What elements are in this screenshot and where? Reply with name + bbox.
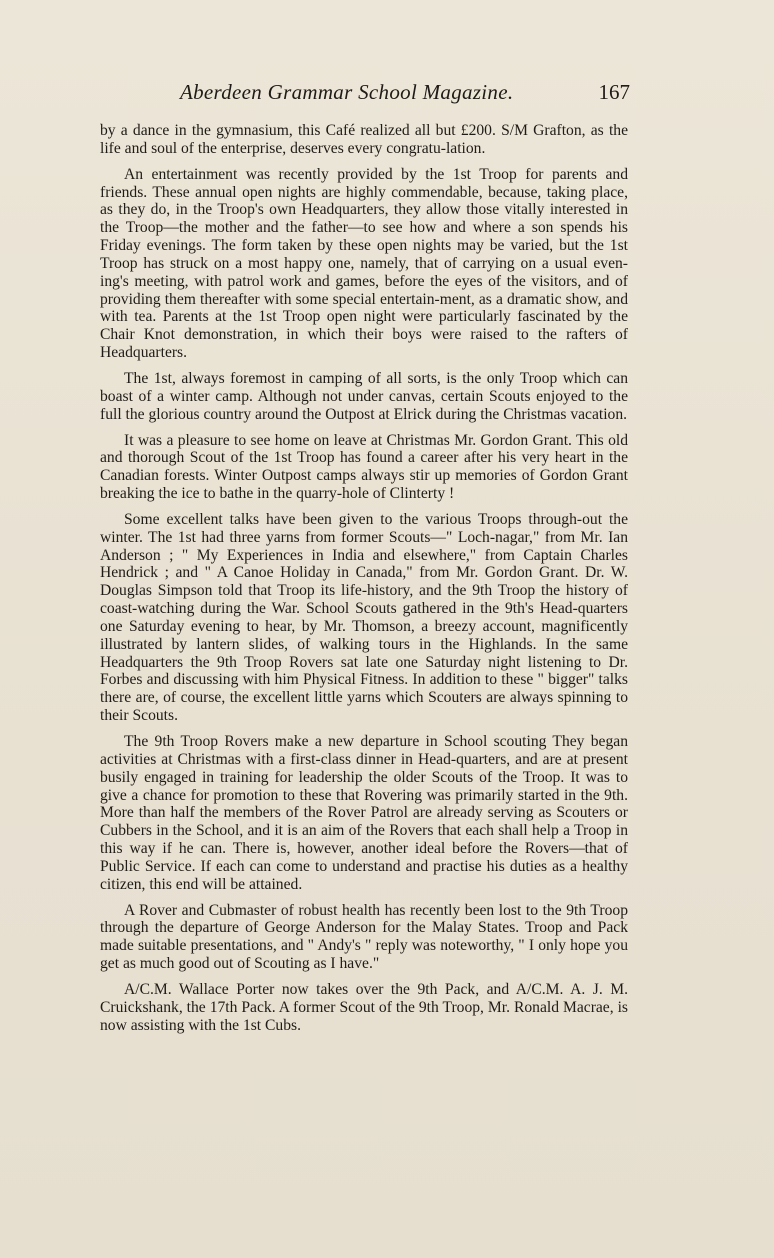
paragraph-talks: Some excellent talks have been given to the various Troops through-out the winter. The 1st had three yarns from former Scouts—" Loch-nagar," from Mr. Ian Anderson ; " My Experiences in India and elsewhere," from Captain Charles Hendrick ; and " A Canoe Holiday in Canada," from Mr. Gordon Grant. Dr. W. Douglas Simpson told that Troop its life-history, and the 9th Troop the history of coast-watching during the War. School Scouts gathered in the 9th's Head-quarters one Saturday evening to hear, by Mr. Thomson, a breezy account, magnificently illustrated by lantern slides, of walking tours in the Highlands. In the same Headquarters the 9th Troop Rovers sat late one Saturday night listening to Dr. Forbes and discussing with him Physical Fitness. In addition to these " bigger" talks there are, of course, the excellent little yarns which Scouters are always spinning to their Scouts. [100, 510, 628, 725]
paragraph-entertainment: An entertainment was recently provided by the 1st Troop for parents and friends. These annual open nights are highly commendable, because, taking place, as they do, in the Troop's own Headquarters, they allow those vitally interested in the Troop—the mother and the father—to see how and where a son spends his Friday evenings. The form taken by these open nights may be varied, but the 1st Troop has struck on a most happy one, namely, that of carrying on a usual even-ing's meeting, with patrol work and games, before the eyes of the visitors, and of providing them thereafter with some special entertain-ment, as a dramatic show, and with tea. Parents at the 1st Troop open night were particularly fascinated by the Chair Knot demonstration, in which their boys were raised to the rafters of Headquarters. [100, 165, 628, 362]
paragraph-gordon-grant: It was a pleasure to see home on leave at Christmas Mr. Gordon Grant. This old and thorough Scout of the 1st Troop has found a career after his very heart in the Canadian forests. Winter Outpost camps always stir up memories of Gordon Grant breaking the ice to bathe in the quarry-hole of Clinterty ! [100, 431, 628, 503]
paragraph-rovers: The 9th Troop Rovers make a new departure in School scouting They began activities at Christmas with a first-class dinner in Head-quarters, and are at present busily engaged in training for leadership the older Scouts of the Troop. It was to give a chance for promotion to these that Rovering was primarily started in the 9th. More than half the members of the Rover Patrol are already serving as Scouters or Cubbers in the School, and it is an aim of the Rovers that each shall help a Troop in this way if he can. There is, however, another ideal before the Rovers—that of Public Service. If each can come to understand and practise his duties as a healthy citizen, this end will be attained. [100, 733, 628, 893]
paragraph-pack-changes: A/C.M. Wallace Porter now takes over the 9th Pack, and A/C.M. A. J. M. Cruickshank, the 17th Pack. A former Scout of the 9th Troop, Mr. Ronald Macrae, is now assisting with the 1st Cubs. [100, 980, 628, 1034]
page-header [100, 80, 630, 110]
paragraph-george-anderson: A Rover and Cubmaster of robust health has recently been lost to the 9th Troop through the departure of George Anderson for the Malay States. Troop and Pack made suitable presentations, and " Andy's " reply was noteworthy, " I only hope you get as much good out of Scouting as I have." [100, 901, 628, 973]
article-body [100, 122, 628, 1043]
page-number: 167 [598, 80, 630, 104]
paragraph-continuation: by a dance in the gymnasium, this Café realized all but £200. S/M Grafton, as the life and soul of the enterprise, deserves every congratu-lation. [100, 122, 628, 157]
running-title: Aberdeen Grammar School Magazine. [180, 80, 514, 104]
paragraph-winter-camp: The 1st, always foremost in camping of all sorts, is the only Troop which can boast of a winter camp. Although not under canvas, certain Scouts enjoyed to the full the glorious country around the Outpost at Elrick during the Christmas vacation. [100, 369, 628, 423]
